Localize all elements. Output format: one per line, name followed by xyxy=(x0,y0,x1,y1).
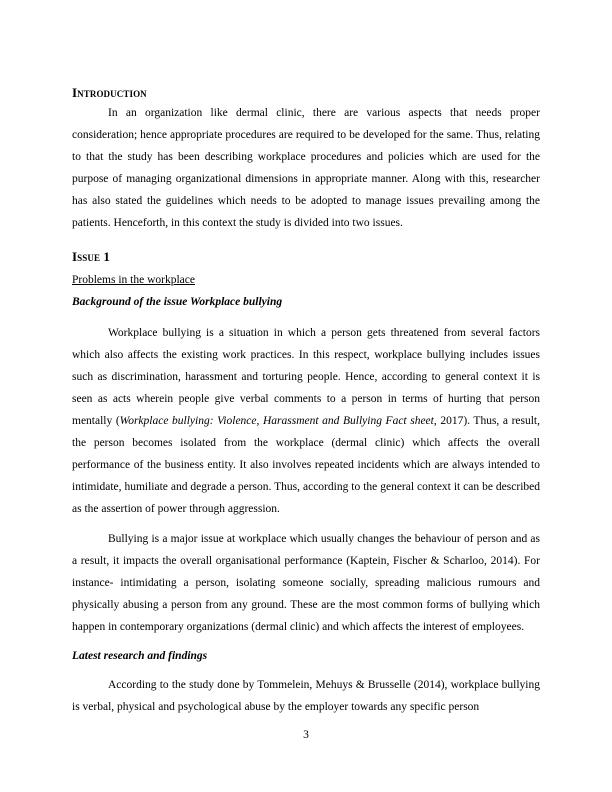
bullying-paragraph-1-part2: , 2017). Thus, a result, the person becomes isolated from the workplace (dermal clinic) which affects the overall performance of the business entity. It also involves repeated incidents which are always intended to intimidate, humiliate and degrade a person. Thus, according to the general context it can be described as the assertion of power through aggression. xyxy=(72,415,541,515)
introduction-paragraph: In an organization like dermal clinic, there are various aspects that needs proper consideration; hence appropriate procedures are required to be developed for the same. Thus, relating to that the study has been describing workplace procedures and policies which are used for the purpose of managing organizational dimensions in appropriate manner. Along with this, researcher has also stated the guidelines which needs to be adopted to manage issues prevailing among the patients. Henceforth, in this context the study is divided into two issues. xyxy=(72,107,540,229)
page-number: 3 xyxy=(303,729,309,741)
bullying-paragraph-1 xyxy=(72,322,540,520)
bullying-paragraph-1-citation: Workplace bullying: Violence, Harassment and Bullying Fact sheet xyxy=(119,415,434,427)
issue-heading: Issue 1 xyxy=(72,249,111,264)
research-paragraph: According to the study done by Tommelein, Mehuys & Brusselle (2014), workplace bullying is verbal, physical and psychological abuse by the employer towards any specific person xyxy=(72,679,540,713)
latest-research-subheading: Latest research and findings xyxy=(72,650,208,662)
bullying-paragraph-2: Bullying is a major issue at workplace which usually changes the behaviour of person and as a result, it impacts the overall organisational performance (Kaptein, Fischer & Scharloo, 2014). For instance- intimidating a person, isolating someone socially, spreading malicious rumours and physically abusing a person from any ground. These are the most common forms of bullying which happen in contemporary organizations (dermal clinic) and which affects the interest of employees. xyxy=(72,533,540,633)
page-content xyxy=(72,86,540,718)
introduction-heading: Introduction xyxy=(72,85,147,100)
bullying-paragraph-1-part1: Workplace bullying is a situation in which a person gets threatened from several factors which also affects the existing work practices. In this respect, workplace bullying includes issues such as discrimination, harassment and torturing people. Hence, according to general context it is seen as acts wherein people give verbal comments to a person in terms of hurting that person mentally ( xyxy=(72,327,540,427)
problems-subheading: Problems in the workplace xyxy=(72,274,195,286)
background-subheading: Background of the issue Workplace bullying xyxy=(72,296,283,308)
